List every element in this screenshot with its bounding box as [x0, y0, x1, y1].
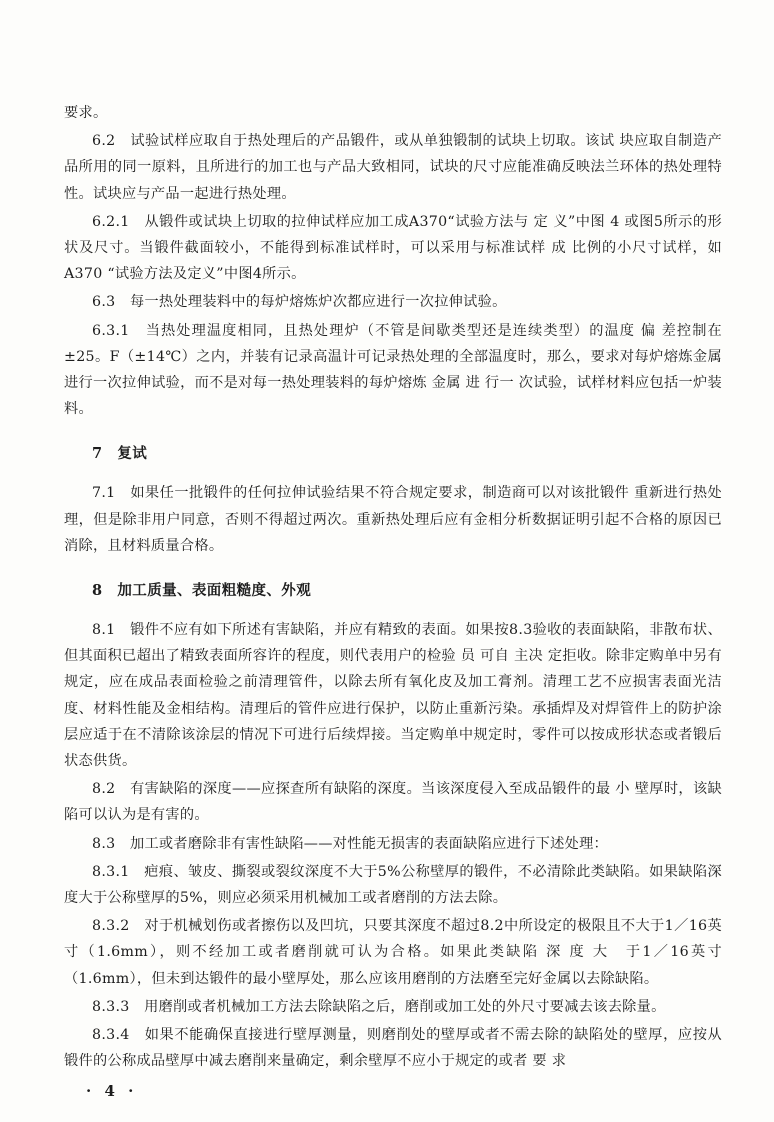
paragraph-6-2: 6.2 试验试样应取自于热处理后的产品锻件，或从单独锻制的试块上切取。该试 块应取自制造产品所用的同一原料，且所进行的加工也与产品大致相同，试块的尺寸应能准确反映法兰环体的热处理特性。试块应与产品一起进行热处理。: [64, 133, 722, 202]
document-body: [64, 100, 722, 1077]
paragraph-8-3-3: 8.3.3 用磨削或者机械加工方法去除缺陷之后，磨削或加工处的外尺寸要减去该去除量。: [92, 998, 666, 1015]
section-heading-8: 8 加工质量、表面粗糙度、外观: [92, 582, 312, 600]
paragraph-8-3-1: 8.3.1 疤痕、皱皮、撕裂或裂纹深度不大于5%公称壁厚的锻件，不必清除此类缺陷。如果缺陷深度大于公称壁厚的5%，则应必须采用机械加工或者磨削的方法去除。: [64, 863, 722, 907]
section-heading-7: 7 复试: [92, 445, 148, 463]
page-number: · 4 ·: [86, 1082, 138, 1100]
paragraph-8-3-2: 8.3.2 对于机械划伤或者擦伤以及凹坑，只要其深度不超过8.2中所设定的极限且不大于1／16英寸（1.6mm），则不经加工或者磨削就可认为合格。如果此类缺陷 深 度 大 于1／16英寸（1.6mm），但未到达锻件的最小壁厚处，那么应该用磨削的方法磨至完好金属以去除缺陷。: [64, 918, 722, 987]
paragraph-8-3-4: 8.3.4 如果不能确保直接进行壁厚测量，则磨削处的壁厚或者不需去除的缺陷处的壁厚，应按从锻件的公称成品壁厚中减去磨削来量确定，剩余壁厚不应小于规定的或者 要 求: [64, 1027, 722, 1070]
paragraph-8-2: 8.2 有害缺陷的深度——应探查所有缺陷的深度。当该深度侵入至成品锻件的最 小 壁厚时，该缺陷可以认为是有害的。: [64, 781, 722, 824]
paragraph-6-3: 6.3 每一热处理装料中的每炉熔炼炉次都应进行一次拉伸试验。: [92, 294, 507, 311]
paragraph-8-3: 8.3 加工或者磨除非有害性缺陷——对性能无损害的表面缺陷应进行下述处理：: [92, 835, 609, 852]
paragraph-7-1: 7.1 如果任一批锻件的任何拉伸试验结果不符合规定要求，制造商可以对该批锻件 重新进行热处理，但是除非用户同意，否则不得超过两次。重新热处理后应有金相分析数据证明引起不合格的原因已消除，且材料质量合格。: [64, 485, 722, 554]
paragraph-continuation: 要求。: [64, 105, 108, 121]
paragraph-6-3-1: 6.3.1 当热处理温度相同，且热处理炉（不管是间歇类型还是连续类型）的温度 偏 差控制在±25。F（±14℃）之内，并装有记录高温计可记录热处理的全部温度时，那么，要求对每炉熔炼金属进行一次拉伸试验，而不是对每一热处理装料的每炉熔炼 金属 进 行一 次试验，试样材料应包括一炉装料。: [64, 322, 722, 418]
paragraph-6-2-1: 6.2.1 从锻件或试块上切取的拉伸试样应加工成A370“试验方法与 定 义”中图 4 或图5所示的形状及尺寸。当锻件截面较小，不能得到标准试样时，可以采用与标准试样 成 比例的小尺寸试样，如A370 “试验方法及定义”中图4所示。: [64, 213, 722, 283]
paragraph-8-1: 8.1 锻件不应有如下所述有害缺陷，并应有精致的表面。如果按8.3验收的表面缺陷，非散布状、但其面积已超出了精致表面所容许的程度，则代表用户的检验 员 可自 主决 定拒收。除非定购单中另有规定，应在成品表面检验之前清理管件，以除去所有氧化皮及加工膏剂。清理工艺不应损害表面光洁度、材料性能及金相结构。清理后的管件应进行保护，以防止重新污染。承插焊及对焊管件上的防护涂层应适于在不清除该涂层的情况下可进行后续焊接。当定购单中规定时，零件可以按成形状态或者锻后状态供货。: [64, 622, 722, 770]
